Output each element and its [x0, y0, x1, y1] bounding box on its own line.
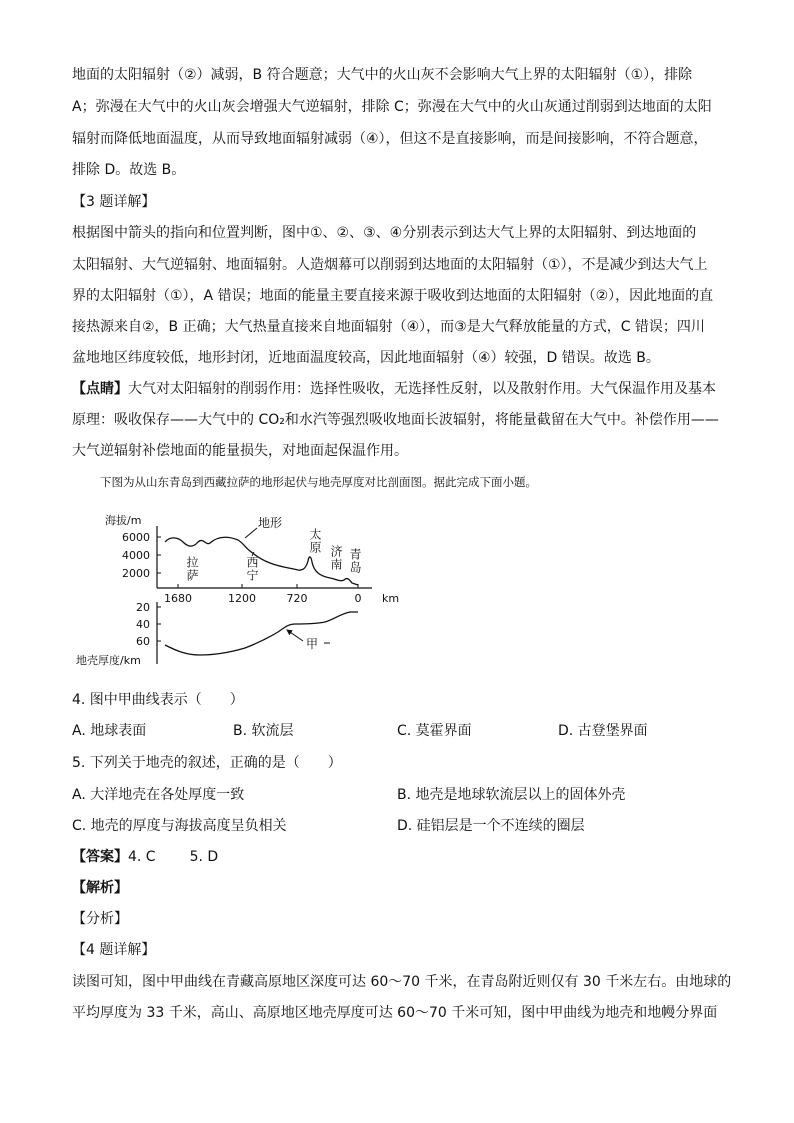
thickness-tick-label: 40 [136, 618, 150, 631]
answer-line [72, 847, 218, 867]
prev-explanation-line: 地面的太阳辐射（②）减弱，B 符合题意；大气中的火山灰不会影响大气上界的太阳辐射（①），排除 [72, 67, 693, 83]
q3-line: 接热源来自②，B 正确；大气热量直接来自地面辐射（④），而③是大气释放能量的方式，C 错误；四川 [72, 319, 705, 335]
tip-first-line [72, 379, 716, 399]
thickness-tick-label: 60 [136, 635, 150, 648]
q4-heading: 【4 题详解】 [72, 942, 156, 958]
distance-unit-label: km [382, 592, 400, 605]
thickness-axis-label: 地壳厚度/km [76, 654, 141, 667]
elevation-tick-label: 4000 [122, 549, 150, 562]
terrain-label: 地形 [258, 516, 283, 530]
curve-label-arrow [287, 630, 303, 641]
tip-line: 原理：吸收保存——大气中的 CO₂和水汽等强烈吸收地面长波辐射，将能量截留在大气中。补偿作用—— [72, 412, 719, 428]
crust-boundary-curve [165, 612, 358, 655]
elevation-tick-label: 2000 [122, 567, 150, 580]
distance-tick-label: 0 [354, 592, 362, 605]
tip-label: 【点睛】 [72, 381, 128, 397]
distance-tick-label: 1680 [164, 592, 192, 605]
question-option: A. 地球表面 [72, 723, 147, 739]
elevation-axis-label: 海拔/m [105, 514, 142, 527]
question-option: D. 硅铝层是一个不连续的圈层 [397, 818, 585, 834]
distance-tick-label: 1200 [228, 592, 256, 605]
question-option: C. 地壳的厚度与海拔高度呈负相关 [72, 818, 287, 834]
terrain-pointer [245, 528, 257, 538]
q3-line: 太阳辐射、大气逆辐射、地面辐射。人造烟幕可以削弱到达地面的太阳辐射（①），不是减少到达大气上 [72, 257, 708, 273]
place-label-jinan: 济南 [329, 545, 343, 571]
place-label-lhasa: 拉萨 [185, 556, 199, 582]
question-stem: 5. 下列关于地壳的叙述，正确的是（ ） [72, 755, 342, 771]
fenxi-heading: 【分析】 [72, 911, 128, 927]
question-option: B. 软流层 [233, 723, 294, 739]
tip-text: 大气对太阳辐射的削弱作用：选择性吸收，无选择性反射，以及散射作用。大气保温作用及基本 [128, 381, 716, 397]
analysis-heading: 【解析】 [72, 880, 128, 896]
q3-line: 界的太阳辐射（①），A 错误；地面的能量主要直接来源于吸收到达地面的太阳辐射（②），因此地面的直 [72, 288, 714, 304]
place-label-xining: 西宁 [245, 556, 259, 582]
question-option: A. 大洋地壳在各处厚度一致 [72, 787, 245, 803]
figure-intro: 下图为从山东青岛到西藏拉萨的地形起伏与地壳厚度对比剖面图。据此完成下面小题。 [100, 475, 537, 489]
q4-line: 平均厚度为 33 千米，高山、高原地区地壳厚度可达 60～70 千米可知，图中甲曲线为地壳和地幔分界面 [72, 1005, 718, 1021]
answer-item: 5. D [189, 849, 219, 865]
answer-label: 【答案】 [72, 849, 128, 865]
question-option: B. 地壳是地球软流层以上的固体外壳 [397, 787, 626, 803]
question-option: D. 古登堡界面 [558, 723, 648, 739]
prev-explanation-line: 辐射而降低地面温度，从而导致地面辐射减弱（④），但这不是直接影响，而是间接影响，不符合题意， [72, 131, 708, 147]
question-option: C. 莫霍界面 [397, 723, 472, 739]
place-label-taiyuan: 太原 [308, 528, 322, 554]
distance-tick-label: 720 [286, 592, 308, 605]
question-stem: 4. 图中甲曲线表示（ ） [72, 692, 244, 708]
elevation-tick-label: 6000 [122, 531, 150, 544]
prev-explanation-line: 排除 D。故选 B。 [72, 162, 186, 178]
q3-heading: 【3 题详解】 [72, 194, 156, 210]
q3-line: 盆地地区纬度较低，地形封闭，近地面温度较高，因此地面辐射（④）较强，D 错误。故选 B。 [72, 350, 660, 366]
curve-label: 甲 [306, 637, 319, 651]
thickness-tick-label: 20 [136, 601, 150, 614]
place-label-qingdao: 青岛 [348, 548, 362, 574]
q4-line: 读图可知，图中甲曲线在青藏高原地区深度可达 60～70 千米，在青岛附近则仅有 30 千米左右。由地球的 [72, 974, 732, 990]
answer-item: 4. C [128, 849, 156, 865]
q3-line: 根据图中箭头的指向和位置判断，图中①、②、③、④分别表示到达大气上界的太阳辐射、到达地面的 [72, 225, 697, 241]
prev-explanation-line: A；弥漫在大气中的火山灰会增强大气逆辐射，排除 C；弥漫在大气中的火山灰通过削弱到达地面的太阳 [72, 99, 712, 115]
tip-line: 大气逆辐射补偿地面的能量损失，对地面起保温作用。 [72, 443, 408, 459]
